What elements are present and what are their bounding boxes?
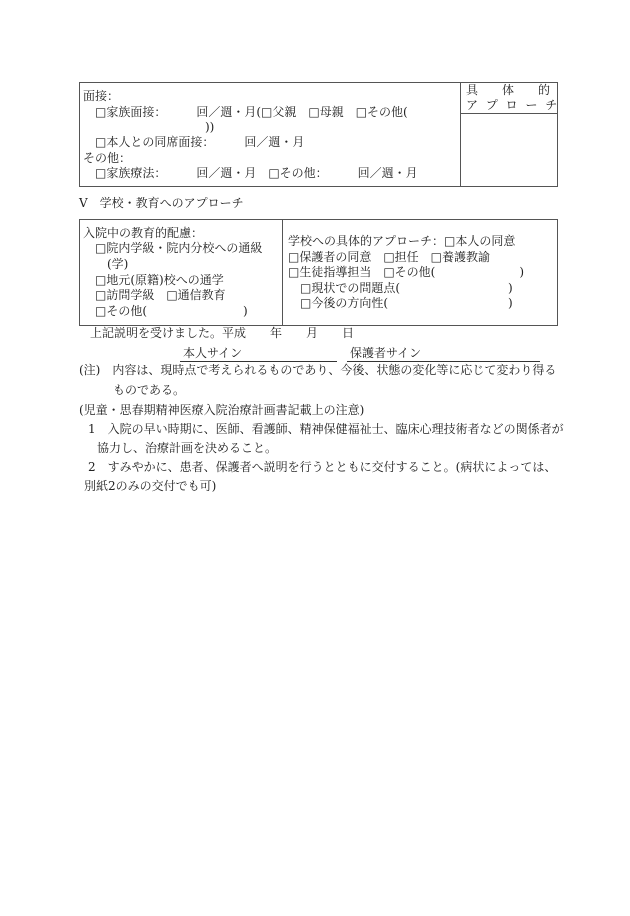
patient-sign-line[interactable]: [180, 361, 337, 362]
edu-left-1[interactable]: □院内学級・院内分校への通級: [83, 241, 263, 255]
edu-right-0[interactable]: 学校への具体的アプローチ：□本人の同意: [288, 234, 516, 248]
caution-item-1: 1 入院の早い時期に、医師、看護師、精神保健福祉士、臨床心理技術者などの関係者が: [88, 422, 564, 436]
edu-left-3[interactable]: □地元(原籍)校への通学: [83, 273, 224, 287]
caution-item-2: 2 すみやかに、患者、保護者へ説明を行うとともに交付すること。(病状によっては、: [88, 460, 557, 474]
consent-statement: 上記説明を受けました。平成 年 月 日: [90, 326, 355, 340]
edu-right-2[interactable]: □生徒指導担当 □その他( ): [288, 265, 525, 279]
caution-title: (児童・思春期精神医療入院治療計画書記載上の注意): [79, 403, 365, 417]
approach-header-divider: [460, 113, 558, 114]
edu-right-1[interactable]: □保護者の同意 □担任 □養護教諭: [288, 250, 491, 264]
section-v-title: V 学校・教育へのアプローチ: [79, 196, 244, 210]
family-interview[interactable]: □家族面接： 回／週・月(□父親 □母親 □その他(: [95, 105, 408, 119]
caution-item-1-cont: 協力し、治療計画を決めること。: [97, 441, 278, 455]
interview-heading: 面接：: [83, 89, 120, 103]
caution-item-2-cont: 別紙2のみの交付でも可): [84, 479, 217, 493]
edu-left-2: (学): [83, 257, 129, 271]
patient-sign-label: 本人サイン: [183, 346, 243, 360]
edu-left-5[interactable]: □その他( ): [83, 304, 248, 318]
note-line-2: ものである。: [113, 383, 186, 397]
family-interview-close: )): [205, 120, 215, 134]
edu-left-4[interactable]: □訪問学級 □通信教育: [83, 288, 226, 302]
edu-left-0: 入院中の教育的配慮：: [83, 226, 204, 240]
guardian-sign-line[interactable]: [347, 361, 540, 362]
edu-right-3[interactable]: □現状での問題点( ): [288, 281, 513, 295]
note-line-1: (注) 内容は、現時点で考えられるものであり、今後、状態の変化等に応じて変わり得る: [79, 363, 557, 377]
family-therapy[interactable]: □家族療法： 回／週・月 □その他： 回／週・月: [95, 166, 418, 180]
interview-divider: [460, 82, 461, 187]
approach-header-1: 具 体 的: [466, 83, 551, 97]
joint-interview[interactable]: □本人との同席面接： 回／週・月: [95, 135, 305, 149]
edu-right-4[interactable]: □今後の方向性( ): [288, 296, 513, 310]
education-divider: [282, 219, 283, 326]
guardian-sign-label: 保護者サイン: [350, 346, 422, 360]
other-heading: その他：: [83, 151, 132, 165]
approach-header-2: ア プ ロ ー チ: [466, 98, 560, 112]
